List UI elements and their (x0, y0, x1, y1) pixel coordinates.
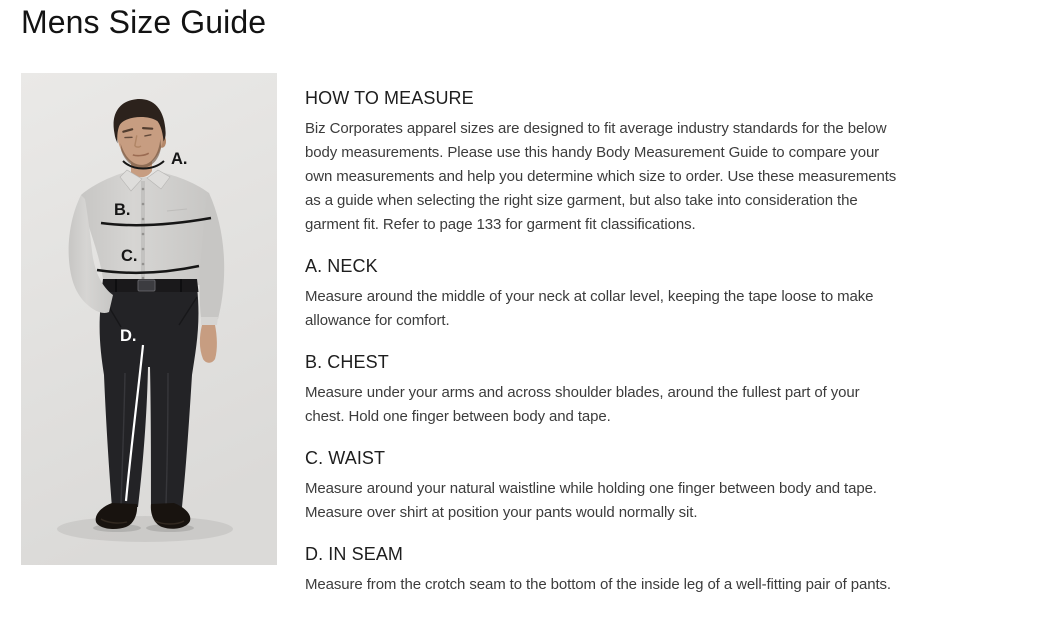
section-inseam (305, 542, 953, 597)
section-waist (305, 446, 953, 525)
marker-c-label: C. (121, 247, 138, 265)
section-body-chest (305, 381, 953, 429)
body-line: Measure around your natural waistline while holding one finger between body and tape. (305, 480, 877, 497)
body-line: Measure around the middle of your neck at collar level, keeping the tape loose to make (305, 288, 874, 305)
page-title: Mens Size Guide (21, 4, 267, 40)
body-line: Measure under your arms and across shoulder blades, around the fullest part of your (305, 384, 860, 401)
section-body-how-to-measure (305, 117, 953, 237)
body-line: Biz Corporates apparel sizes are designed to fit average industry standards for the below (305, 120, 887, 137)
floor-shadow (57, 516, 233, 542)
section-heading-how-to-measure: HOW TO MEASURE (305, 88, 474, 108)
body-measurement-illustration (21, 73, 277, 565)
section-body-neck (305, 285, 953, 333)
section-heading-neck: A. NECK (305, 256, 378, 276)
body-line: body measurements. Please use this handy Body Measurement Guide to compare your (305, 144, 880, 161)
section-how-to-measure (305, 86, 953, 237)
marker-d-label: D. (120, 327, 137, 345)
figure-belt (102, 279, 199, 292)
marker-b-label: B. (114, 201, 131, 219)
section-heading-inseam: D. IN SEAM (305, 544, 404, 564)
section-heading-chest: B. CHEST (305, 352, 389, 372)
section-neck (305, 254, 953, 333)
body-line: garment fit. Refer to page 133 for garment fit classifications. (305, 216, 696, 233)
sleeve-cuff (201, 317, 218, 325)
body-line: chest. Hold one finger between body and tape. (305, 408, 611, 425)
body-line: allowance for comfort. (305, 312, 450, 329)
body-line: as a guide when selecting the right size garment, but also take into consideration the (305, 192, 858, 209)
section-chest (305, 350, 953, 429)
body-line: own measurements and help you determine which size to order. Use these measurements (305, 168, 897, 185)
section-body-inseam (305, 573, 953, 597)
section-body-waist (305, 477, 953, 525)
body-line: Measure from the crotch seam to the bottom of the inside leg of a well-fitting pair of pants. (305, 576, 891, 593)
measurement-photo (21, 73, 277, 565)
section-heading-waist: C. WAIST (305, 448, 386, 468)
marker-a-label: A. (171, 150, 188, 168)
body-line: Measure over shirt at position your pants would normally sit. (305, 504, 698, 521)
figure-hand (200, 325, 217, 363)
measure-instructions (305, 86, 953, 614)
belt-buckle (138, 280, 155, 291)
